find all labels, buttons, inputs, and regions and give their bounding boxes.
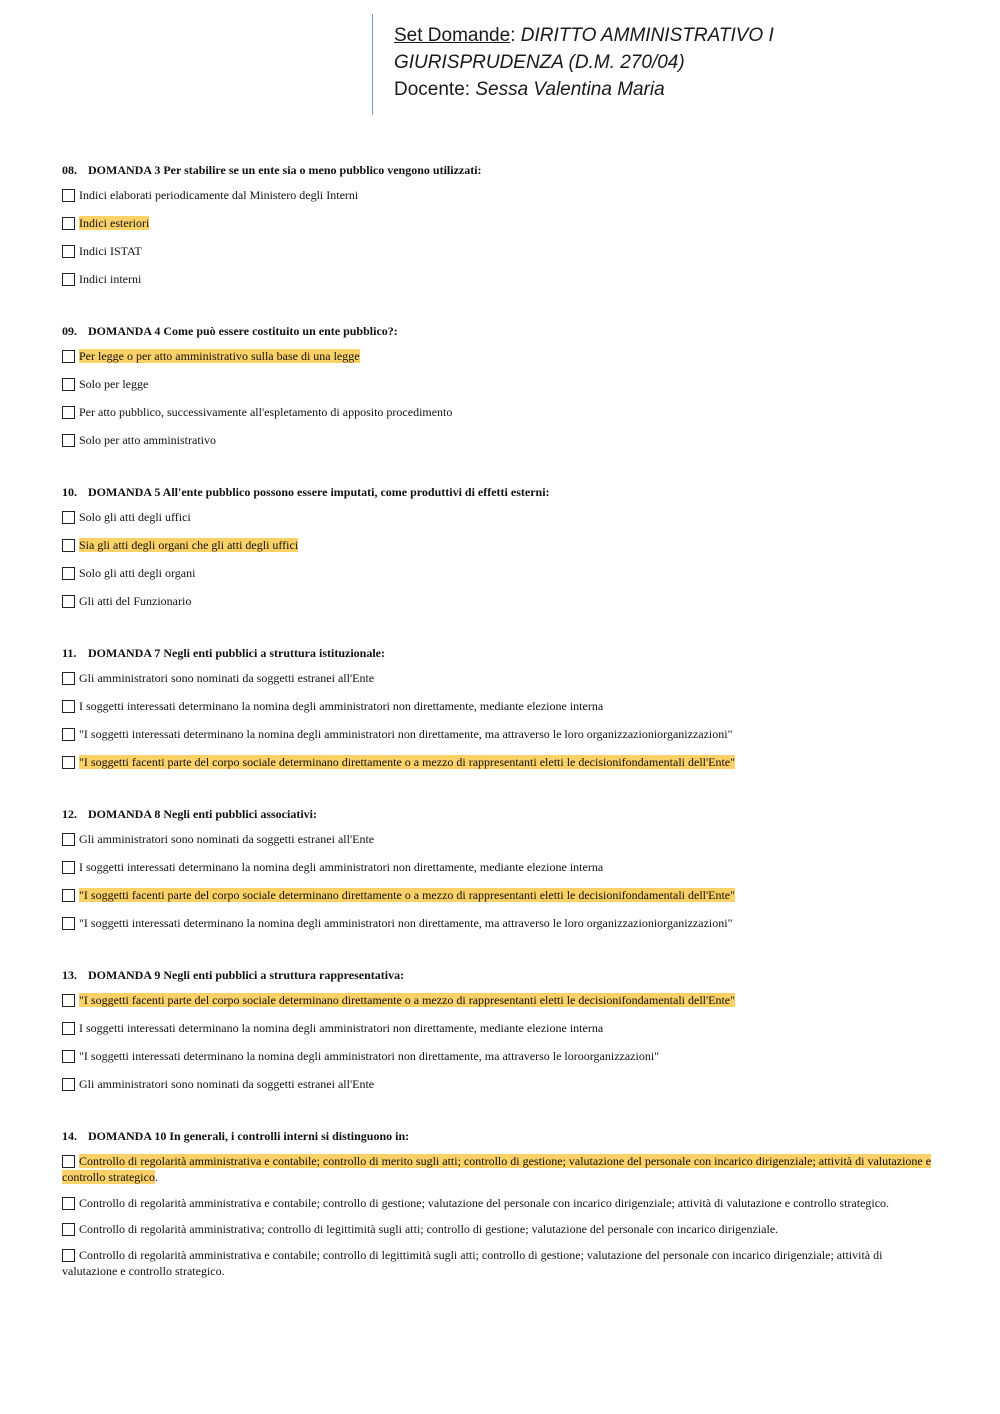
- question-block: [62, 804, 932, 931]
- answer-checkbox[interactable]: [62, 511, 75, 524]
- answer-option: [62, 698, 932, 714]
- answer-checkbox[interactable]: [62, 833, 75, 846]
- answer-text-correct: Sia gli atti degli organi che gli atti degli uffici: [79, 538, 299, 552]
- set-label: Set Domande: [394, 25, 511, 46]
- answer-checkbox[interactable]: [62, 378, 75, 391]
- answer-text: "I soggetti interessati determinano la nomina degli amministratori non direttamente, ma attraverso le loroorganizzazioni": [79, 1049, 660, 1063]
- question-title: [62, 160, 932, 180]
- question-block: [62, 160, 932, 287]
- set-separator: :: [510, 25, 521, 46]
- answer-checkbox[interactable]: [62, 1223, 75, 1236]
- answer-option: [62, 887, 932, 903]
- question-list: [62, 160, 932, 1289]
- answer-text: Solo gli atti degli organi: [79, 566, 196, 580]
- answer-checkbox[interactable]: [62, 189, 75, 202]
- answer-checkbox[interactable]: [62, 994, 75, 1007]
- answer-option: [62, 565, 932, 581]
- question-number: 13.: [62, 968, 77, 982]
- answer-option: [62, 432, 932, 448]
- answer-option: [62, 915, 932, 931]
- answer-text: Solo gli atti degli uffici: [79, 510, 191, 524]
- answer-checkbox[interactable]: [62, 273, 75, 286]
- question-block: [62, 1126, 932, 1279]
- answer-checkbox[interactable]: [62, 1197, 75, 1210]
- question-text: DOMANDA 5 All'ente pubblico possono essere imputati, come produttivi di effetti esterni:: [88, 485, 550, 499]
- question-block: [62, 965, 932, 1092]
- answer-option: [62, 376, 932, 392]
- question-title: [62, 965, 932, 985]
- answer-checkbox[interactable]: [62, 756, 75, 769]
- answer-option: [62, 831, 932, 847]
- answer-text: Per atto pubblico, successivamente all'espletamento di apposito procedimento: [79, 405, 453, 419]
- answer-checkbox[interactable]: [62, 700, 75, 713]
- answer-option: [62, 593, 932, 609]
- answer-text: Indici interni: [79, 272, 142, 286]
- answer-text: Indici ISTAT: [79, 244, 142, 258]
- question-text: DOMANDA 3 Per stabilire se un ente sia o meno pubblico vengono utilizzati:: [88, 163, 482, 177]
- question-text: DOMANDA 4 Come può essere costituito un ente pubblico?:: [88, 324, 398, 338]
- answer-text-correct: "I soggetti facenti parte del corpo sociale determinano direttamente o a mezzo di rappresentanti eletti le decisionifondamentali dell'Ente": [79, 993, 736, 1007]
- answer-option: [62, 537, 932, 553]
- answer-text: Gli amministratori sono nominati da soggetti estranei all'Ente: [79, 1077, 375, 1091]
- answer-option: [62, 1048, 932, 1064]
- header-teacher-line: [394, 76, 774, 103]
- answer-option: [62, 992, 932, 1008]
- answer-option: [62, 859, 932, 875]
- question-text: DOMANDA 8 Negli enti pubblici associativi:: [88, 807, 318, 821]
- question-block: [62, 321, 932, 448]
- answer-text: Indici elaborati periodicamente dal Ministero degli Interni: [79, 188, 359, 202]
- answer-option: [62, 404, 932, 420]
- question-title: [62, 482, 932, 502]
- course-title-line2: GIURISPRUDENZA (D.M. 270/04): [394, 52, 685, 73]
- answer-text-correct: Indici esteriori: [79, 216, 150, 230]
- question-number: 12.: [62, 807, 77, 821]
- answer-text: Solo per legge: [79, 377, 149, 391]
- answer-text: Gli amministratori sono nominati da soggetti estranei all'Ente: [79, 832, 375, 846]
- question-number: 09.: [62, 324, 77, 338]
- answer-text: Controllo di regolarità amministrativa; controllo di legittimità sugli atti; controllo di gestione; valutazione del personale con incarico dirigenziale.: [79, 1222, 779, 1236]
- answer-text-correct: Controllo di regolarità amministrativa e contabile; controllo di merito sugli atti; controllo di gestione; valutazione del personale con incarico dirigenziale; attività di valutazione e controllo strategico: [62, 1154, 932, 1184]
- answer-checkbox[interactable]: [62, 1022, 75, 1035]
- course-title-line1: DIRITTO AMMINISTRATIVO I: [520, 25, 774, 46]
- answer-text-correct: "I soggetti facenti parte del corpo sociale determinano direttamente o a mezzo di rappresentanti eletti le decisionifondamentali dell'Ente": [79, 888, 736, 902]
- question-block: [62, 482, 932, 609]
- answer-option: [62, 1247, 932, 1279]
- answer-checkbox[interactable]: [62, 1155, 75, 1168]
- question-text: DOMANDA 9 Negli enti pubblici a struttura rappresentativa:: [88, 968, 405, 982]
- answer-text: "I soggetti interessati determinano la nomina degli amministratori non direttamente, ma attraverso le loro organizzazioniorganizzazioni": [79, 916, 733, 930]
- answer-option: [62, 1153, 932, 1185]
- answer-option: [62, 1020, 932, 1036]
- answer-trailing: .: [154, 1170, 158, 1184]
- answer-checkbox[interactable]: [62, 217, 75, 230]
- answer-checkbox[interactable]: [62, 861, 75, 874]
- answer-checkbox[interactable]: [62, 595, 75, 608]
- question-number: 14.: [62, 1129, 77, 1143]
- question-spacer: [62, 460, 932, 482]
- answer-option: [62, 187, 932, 203]
- answer-text: Gli atti del Funzionario: [79, 594, 192, 608]
- answer-text: Solo per atto amministrativo: [79, 433, 216, 447]
- question-number: 10.: [62, 485, 77, 499]
- answer-option: [62, 271, 932, 287]
- teacher-label: Docente:: [394, 79, 476, 100]
- answer-option: [62, 670, 932, 686]
- answer-text: I soggetti interessati determinano la nomina degli amministratori non direttamente, mediante elezione interna: [79, 860, 604, 874]
- question-number: 08.: [62, 163, 77, 177]
- document-header: [372, 14, 774, 115]
- question-spacer: [62, 299, 932, 321]
- answer-text: Gli amministratori sono nominati da soggetti estranei all'Ente: [79, 671, 375, 685]
- answer-option: [62, 215, 932, 231]
- question-number: 11.: [62, 646, 77, 660]
- answer-checkbox[interactable]: [62, 539, 75, 552]
- answer-option: [62, 1076, 932, 1092]
- answer-option: [62, 1221, 932, 1237]
- answer-checkbox[interactable]: [62, 672, 75, 685]
- answer-checkbox[interactable]: [62, 1249, 75, 1262]
- teacher-name: Sessa Valentina Maria: [475, 79, 665, 100]
- question-text: DOMANDA 10 In generali, i controlli interni si distinguono in:: [88, 1129, 410, 1143]
- answer-option: [62, 726, 932, 742]
- answer-checkbox[interactable]: [62, 1050, 75, 1063]
- answer-option: [62, 1195, 932, 1211]
- answer-checkbox[interactable]: [62, 434, 75, 447]
- answer-checkbox[interactable]: [62, 889, 75, 902]
- answer-checkbox[interactable]: [62, 245, 75, 258]
- answer-checkbox[interactable]: [62, 567, 75, 580]
- answer-checkbox[interactable]: [62, 728, 75, 741]
- answer-option: [62, 754, 932, 770]
- question-title: [62, 1126, 932, 1146]
- answer-text: I soggetti interessati determinano la nomina degli amministratori non direttamente, mediante elezione interna: [79, 1021, 604, 1035]
- answer-checkbox[interactable]: [62, 917, 75, 930]
- answer-checkbox[interactable]: [62, 406, 75, 419]
- answer-text: Controllo di regolarità amministrativa e contabile; controllo di gestione; valutazione del personale con incarico dirigenziale; attività di valutazione e controllo strategico.: [79, 1196, 890, 1210]
- question-title: [62, 643, 932, 663]
- answer-text: "I soggetti interessati determinano la nomina degli amministratori non direttamente, ma attraverso le loro organizzazioniorganizzazioni": [79, 727, 733, 741]
- answer-option: [62, 348, 932, 364]
- answer-option: [62, 509, 932, 525]
- question-title: [62, 321, 932, 341]
- answer-checkbox[interactable]: [62, 350, 75, 363]
- question-block: [62, 643, 932, 770]
- answer-text-correct: "I soggetti facenti parte del corpo sociale determinano direttamente o a mezzo di rappresentanti eletti le decisionifondamentali dell'Ente": [79, 755, 736, 769]
- question-title: [62, 804, 932, 824]
- question-spacer: [62, 782, 932, 804]
- answer-checkbox[interactable]: [62, 1078, 75, 1091]
- answer-text: I soggetti interessati determinano la nomina degli amministratori non direttamente, mediante elezione interna: [79, 699, 604, 713]
- header-set-line: [394, 22, 774, 49]
- question-spacer: [62, 1104, 932, 1126]
- answer-text: Controllo di regolarità amministrativa e contabile; controllo di legittimità sugli atti; controllo di gestione; valutazione del personale con incarico dirigenziale; attività di valutazione e controllo strategico.: [62, 1248, 883, 1278]
- answer-text-correct: Per legge o per atto amministrativo sulla base di una legge: [79, 349, 360, 363]
- question-spacer: [62, 621, 932, 643]
- question-text: DOMANDA 7 Negli enti pubblici a struttura istituzionale:: [88, 646, 385, 660]
- answer-option: [62, 243, 932, 259]
- question-spacer: [62, 943, 932, 965]
